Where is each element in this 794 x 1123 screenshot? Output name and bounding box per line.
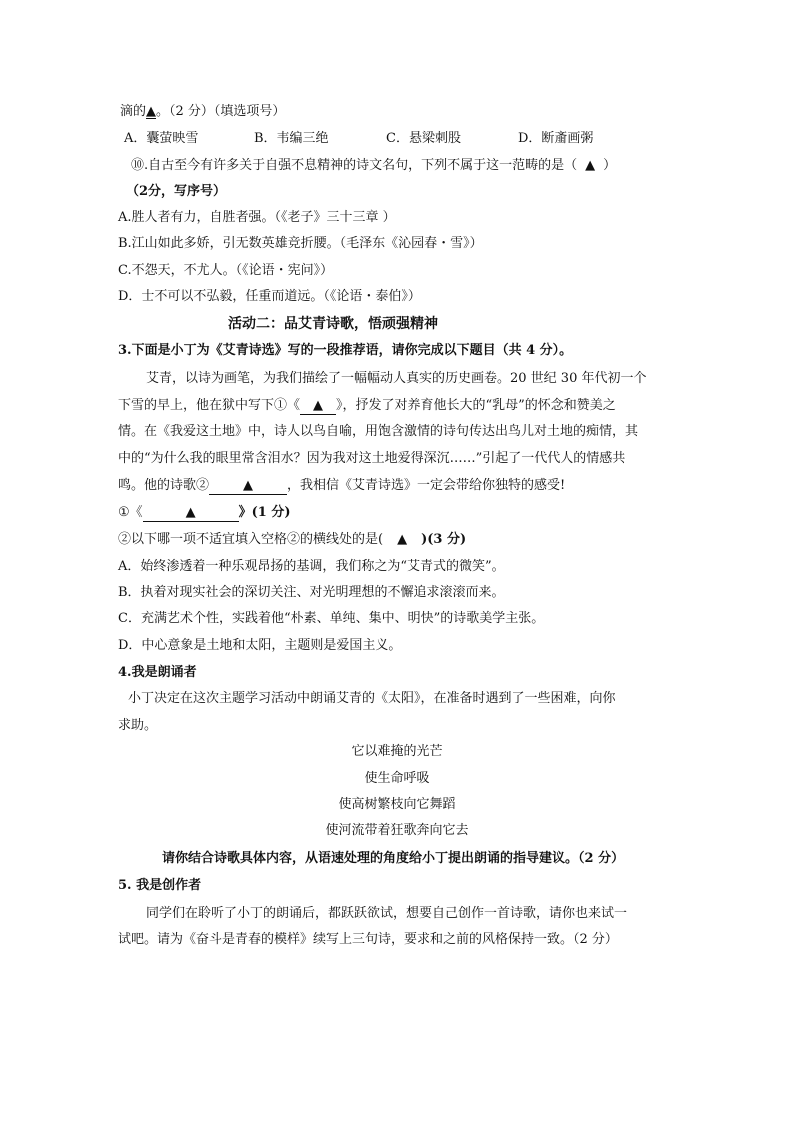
sub-q2-option-b: B．执着对现实社会的深切关注、对光明理想的不懈追求滚滚而来。 bbox=[118, 585, 505, 600]
q4-para-line-1: 小丁决定在这次主题学习活动中朗诵艾青的《太阳》，在准备时遇到了一些困难，向你 bbox=[128, 691, 616, 706]
q10-option-c: C.不怨天，不尤人。（《论语・宪问》） bbox=[118, 263, 334, 278]
poem-line-3: 使高树繁枝向它舞蹈 bbox=[338, 797, 456, 812]
recommend-para-line-3: 情。在《我爱这土地》中，诗人以鸟自喻，用饱含激情的诗句传达出鸟儿对土地的痴情，其 bbox=[118, 424, 639, 439]
poem-line-2: 使生命呼吸 bbox=[364, 771, 430, 786]
activity-heading: 活动二：品艾青诗歌，悟顽强精神 bbox=[228, 316, 438, 332]
q9-options bbox=[124, 129, 593, 149]
para-text: 下雪的早上，他在狱中写下①《 bbox=[118, 398, 301, 413]
sub-q2-score: )(3 分) bbox=[421, 532, 467, 547]
q10-option-a: A.胜人者有力，自胜者强。（《老子》三十三章 ） bbox=[118, 210, 396, 225]
answer-blank-marker: ▲ bbox=[313, 398, 324, 413]
blank-3 bbox=[143, 504, 239, 522]
recommend-para-line-4: 中的“为什么我的眼里常含泪水？因为我对这土地爱得深沉……”引起了一代代人的情感共 bbox=[118, 451, 626, 466]
recommend-para-line-2 bbox=[118, 396, 616, 416]
sub-q2-option-a: A．始终渗透着一种乐观昂扬的基调，我们称之为“艾青式的微笑”。 bbox=[118, 559, 505, 574]
q10-option-d: D．士不可以不弘毅，任重而道远。（《论语・泰伯》） bbox=[118, 289, 421, 304]
q4-para-line-2: 求助。 bbox=[118, 718, 158, 733]
answer-blank-marker: ▲ bbox=[585, 158, 596, 173]
sub-question-2 bbox=[118, 530, 466, 550]
poem-line-4: 使河流带着狂歌奔向它去 bbox=[325, 823, 469, 838]
sub-question-1 bbox=[118, 503, 291, 523]
sub-q2-option-c: C．充满艺术个性，实践着他“朴素、单纯、集中、明快”的诗歌美学主张。 bbox=[118, 611, 545, 626]
blank-1 bbox=[300, 397, 336, 415]
q10-text: ⑩.自古至今有许多关于自强不息精神的诗文名句，下列不属于这一范畴的是（ bbox=[131, 158, 578, 173]
q5-para-line-2: 试吧。请为《奋斗是青春的模样》续写上三句诗，要求和之前的风格保持一致。（2 分） bbox=[118, 932, 618, 947]
sub-q1-score: 》(1 分) bbox=[238, 505, 291, 520]
answer-blank-marker: ▲ bbox=[243, 478, 254, 493]
para-text: 》，抒发了对养育他长大的“乳母”的怀念和赞美之 bbox=[336, 398, 616, 413]
q9-score: 。（2 分）（填选项号） bbox=[156, 104, 286, 119]
sub-q2-option-d: D．中心意象是土地和太阳，主题则是爱国主义。 bbox=[118, 638, 402, 653]
answer-blank-marker: ▲ bbox=[146, 104, 157, 119]
blank-2 bbox=[209, 477, 287, 495]
q4-heading: 4.我是朗诵者 bbox=[118, 665, 197, 680]
recommend-para-line-5 bbox=[118, 476, 565, 496]
para-text: 鸣。他的诗歌② bbox=[118, 478, 210, 493]
q10-end: ） bbox=[603, 158, 617, 173]
q5-heading: 5. 我是创作者 bbox=[118, 878, 202, 893]
sub-q1-text: ①《 bbox=[118, 505, 143, 520]
q9-tail-text: 滴的 bbox=[120, 104, 147, 119]
q10-line bbox=[131, 156, 616, 176]
q5-para-line-1: 同学们在聆听了小丁的朗诵后，都跃跃欲试，想要自己创作一首诗歌，请你也来试一 bbox=[146, 906, 628, 921]
para-text: ，我相信《艾青诗选》一定会带给你独特的感受! bbox=[287, 478, 566, 493]
q3-stem: 3.下面是小丁为《艾青诗选》写的一段推荐语，请你完成以下题目（共 4 分）。 bbox=[118, 343, 573, 358]
poem-line-1: 它以难掩的光芒 bbox=[351, 744, 443, 759]
q4-task: 请你结合诗歌具体内容，从语速处理的角度给小丁提出朗诵的指导建议。（2 分） bbox=[162, 851, 625, 866]
recommend-para-line-1: 艾青，以诗为画笔，为我们描绘了一幅幅动人真实的历史画卷。20 世纪 30 年代初一个 bbox=[146, 371, 647, 386]
q10-option-b: B.江山如此多娇，引无数英雄竞折腰。（毛泽东《沁园春・雪》） bbox=[118, 236, 483, 251]
sub-q2-text: ②以下哪一项不适宜填入空格②的横线处的是( bbox=[118, 532, 384, 547]
option-c: C．悬梁刺股 bbox=[386, 131, 461, 146]
option-d: D．断齑画粥 bbox=[518, 131, 594, 146]
answer-blank-marker: ▲ bbox=[397, 532, 408, 547]
option-a: A．囊萤映雪 bbox=[124, 131, 199, 146]
option-b: B．韦编三绝 bbox=[254, 131, 329, 146]
q10-score: （2分，写序号） bbox=[126, 184, 227, 199]
answer-blank-marker: ▲ bbox=[185, 505, 196, 520]
q9-tail-line bbox=[120, 102, 285, 122]
